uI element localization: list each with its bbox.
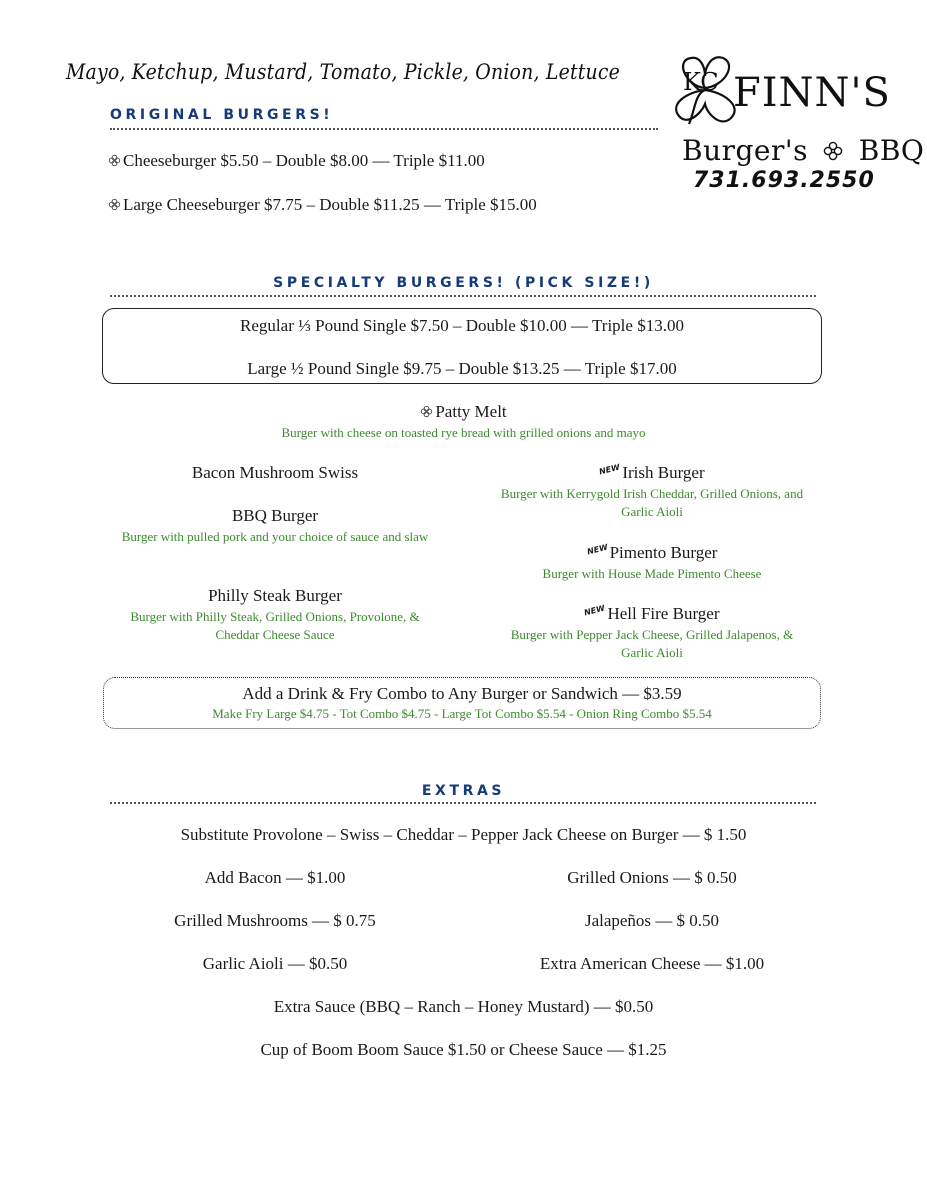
item-irish-burger (488, 463, 816, 521)
logo-monogram: KC (683, 68, 719, 96)
original-burgers-heading: ORIGINAL BURGERS! (110, 107, 334, 123)
item-name: Patty Melt (435, 402, 507, 421)
item-name: Hell Fire Burger (607, 604, 720, 623)
combo-options: Make Fry Large $4.75 - Tot Combo $4.75 - Large Tot Combo $5.54 - Onion Ring Combo $5.54 (212, 706, 712, 721)
extra-grilled-mushrooms: Grilled Mushrooms — $ 0.75 (174, 911, 376, 930)
original-item-cheeseburger: Cheeseburger $5.50 – Double $8.00 — Triple $11.00 (108, 151, 485, 171)
combo-title: Add a Drink & Fry Combo to Any Burger or Sandwich — $3.59 (242, 684, 682, 703)
clover-bullet-icon (420, 405, 433, 418)
toppings-line: Mayo, Ketchup, Mustard, Tomato, Pickle, Onion, Lettuce (66, 60, 620, 84)
original-item-large-cheeseburger: Large Cheeseburger $7.75 – Double $11.25 — Triple $15.00 (108, 195, 537, 215)
item-hell-fire-burger (488, 604, 816, 662)
section-divider (110, 295, 816, 297)
patty-melt (0, 402, 927, 442)
size-regular: Regular ⅓ Pound Single $7.50 – Double $10.00 — Triple $13.00 (240, 316, 684, 335)
item-name: Bacon Mushroom Swiss (191, 463, 359, 482)
item-description: Burger with Pepper Jack Cheese, Grilled Jalapenos, & Garlic Aioli (510, 627, 794, 660)
specialty-burgers-heading: SPECIALTY BURGERS! (PICK SIZE!) (273, 275, 654, 291)
size-large: Large ½ Pound Single $9.75 – Double $13.25 — Triple $17.00 (247, 359, 677, 378)
logo-subtitle-bbq: BBQ (858, 134, 925, 167)
item-philly-steak-burger (110, 586, 440, 644)
logo-name: FINN'S (733, 70, 891, 116)
item-bbq-burger (110, 506, 440, 546)
extra-jalapenos: Jalapeños — $ 0.50 (584, 911, 720, 930)
item-description: Burger with House Made Pimento Cheese (542, 566, 762, 581)
new-badge: NEW (583, 603, 607, 618)
clover-bullet-icon (108, 198, 121, 211)
item-pimento-burger (488, 543, 816, 583)
extra-cup-sauce: Cup of Boom Boom Sauce $1.50 or Cheese Sauce — $1.25 (260, 1040, 667, 1059)
extra-sauce: Extra Sauce (BBQ – Ranch – Honey Mustard) — $0.50 (273, 997, 654, 1016)
extra-substitute-cheese: Substitute Provolone – Swiss – Cheddar – Pepper Jack Cheese on Burger — $ 1.50 (180, 825, 747, 844)
item-name: Philly Steak Burger (208, 586, 342, 605)
new-badge: NEW (585, 542, 609, 557)
item-description: Burger with Kerrygold Irish Cheddar, Grilled Onions, and Garlic Aioli (500, 486, 804, 519)
small-clover-icon (823, 141, 843, 161)
section-divider (110, 802, 816, 804)
new-badge: NEW (598, 462, 622, 477)
item-name: Pimento Burger (609, 543, 718, 562)
item-description: Burger with cheese on toasted rye bread with grilled onions and mayo (281, 425, 646, 440)
extra-american-cheese: Extra American Cheese — $1.00 (539, 954, 765, 973)
extras-heading: EXTRAS (421, 783, 506, 799)
clover-bullet-icon (108, 154, 121, 167)
logo-subtitle (682, 134, 924, 167)
item-name: Irish Burger (622, 463, 705, 482)
section-divider (110, 128, 658, 130)
extra-grilled-onions: Grilled Onions — $ 0.50 (567, 868, 737, 887)
item-description: Burger with Philly Steak, Grilled Onions, Provolone, & Cheddar Cheese Sauce (130, 609, 420, 642)
phone-number: 731.693.2550 (693, 168, 875, 193)
extra-garlic-aioli: Garlic Aioli — $0.50 (202, 954, 348, 973)
item-name: BBQ Burger (231, 506, 319, 525)
item-bacon-mushroom-swiss (110, 463, 440, 483)
logo-subtitle-burgers: Burger's (682, 134, 808, 167)
item-description: Burger with pulled pork and your choice of sauce and slaw (121, 529, 429, 544)
combo-offer (103, 684, 821, 723)
extra-add-bacon: Add Bacon — $1.00 (204, 868, 346, 887)
